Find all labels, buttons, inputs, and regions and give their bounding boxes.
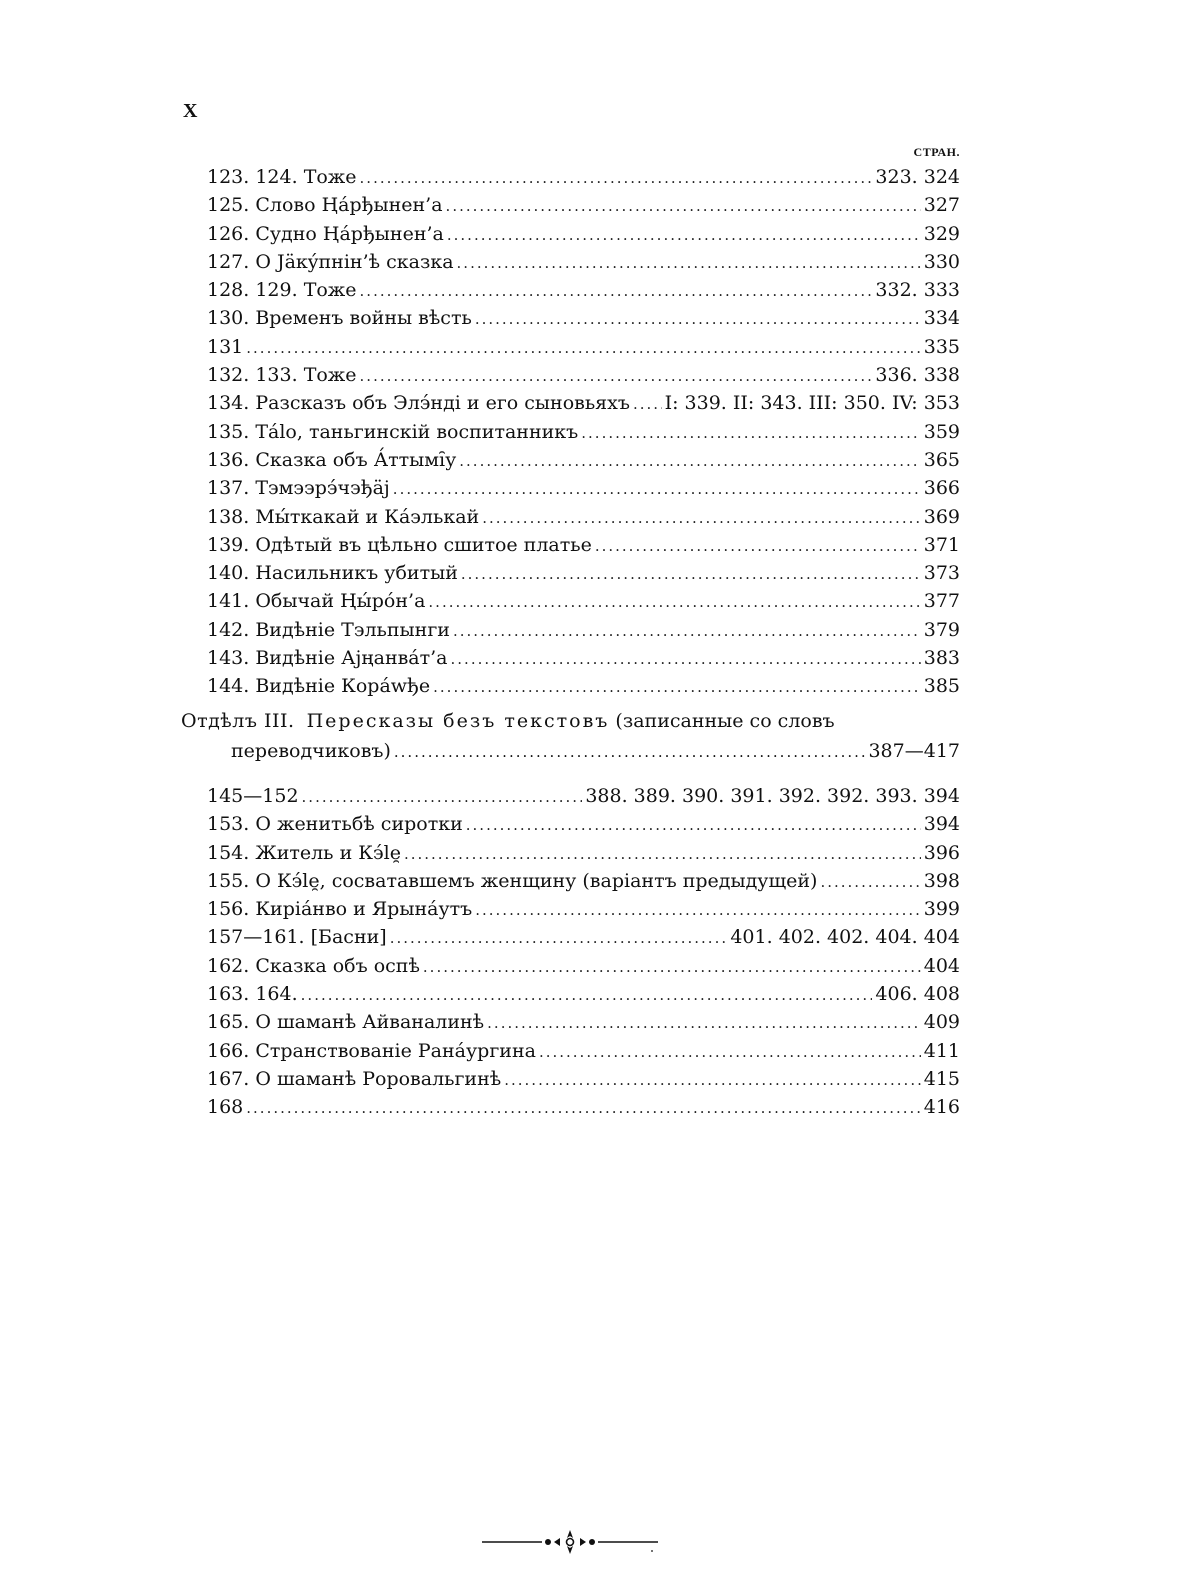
toc-entry-pages: 406. 408 [875,983,960,1006]
toc-entry-title: 132. 133. Тоже [207,364,357,387]
toc-entry-pages: 394 [923,813,960,836]
dot-leader [459,447,920,475]
toc-row [207,304,960,332]
dot-leader [394,737,866,767]
toc-row [207,446,960,474]
dot-leader [457,249,921,277]
toc-entry-pages: 329 [923,222,960,245]
toc-entry-title: 143. Видѣніе Ајңанвáт’а [207,647,448,670]
toc-row [207,1008,960,1036]
toc-row [207,163,960,191]
section-pages: 387—417 [868,740,960,762]
toc-entry-title: 154. Житель и Кэ́lе̯ [207,841,401,864]
dot-leader [302,783,583,811]
dot-leader [246,1094,920,1122]
toc-entry-pages: 398 [923,869,960,892]
toc-entry-title: 139. Одѣтый въ цѣльно сшитое платье [207,533,592,556]
toc-entry-title: 165. О шаманѣ Айваналинѣ [207,1011,485,1034]
dot-leader [581,419,920,447]
toc-entry-title: 142. Видѣніе Тэльпынги [207,618,450,641]
toc-entry-pages: 332. 333 [875,279,960,302]
dot-leader [487,1009,921,1037]
toc-entry-title: 167. О шаманѣ Роровальгинѣ [207,1067,502,1090]
dot-leader [475,896,921,924]
toc-row [207,952,960,980]
toc-entry-pages: 396 [923,841,960,864]
toc-entry-title: 136. Сказка объ А́ттымі̑у [207,448,457,471]
pages-column-header: СТРАН. [913,145,960,159]
dot-leader [393,475,921,503]
toc-entry-pages: 330 [923,250,960,273]
dot-leader [475,305,921,333]
toc-row [207,839,960,867]
toc-row [207,867,960,895]
toc-entry-title: 155. О Кэ́lе̯, сосватавшемъ женщину (варіантъ предыдущей) [207,869,818,892]
dot-leader [451,645,921,673]
toc-entry-title: 130. Временъ войны вѣсть [207,307,472,330]
toc-entry-title: 131 [207,335,244,358]
toc-entry-pages: 388. 389. 390. 391. 392. 392. 393. 394 [585,785,960,807]
toc-entry-pages: 334 [923,307,960,330]
toc-row [207,672,960,700]
dot-leader [539,1038,921,1066]
toc-entry-pages: 327 [923,194,960,217]
toc-entry-title: 135. Тálo, таньгинскій воспитанникъ [207,420,579,443]
dot-leader [428,588,920,616]
dot-leader [482,504,921,532]
section-label: Отдѣлъ III. [181,710,295,732]
toc-entry-title: 168 [207,1096,244,1119]
toc-row [207,389,960,417]
toc-entry-title: 163. 164. [207,983,298,1006]
toc-entry-title: 145—152 [207,785,299,807]
dot-leader [360,277,873,305]
section-title-continuation: переводчиковъ) [231,740,391,762]
toc-row [207,810,960,838]
toc-row [207,418,960,446]
toc-entry-title: 127. О Jäкýпнін’ѣ сказка [207,250,454,273]
toc-row [207,587,960,615]
toc-entry-pages: 416 [923,1096,960,1119]
dot-leader [360,362,873,390]
toc-row [207,980,960,1008]
toc-entry-pages: 399 [923,898,960,921]
toc-row [207,531,960,559]
section-title-line2 [231,736,960,766]
dot-leader [246,334,920,362]
toc-entry-title: 141. Обычай Ңы́рóн’а [207,590,426,613]
section-title: Пересказы безъ текстовъ [306,710,610,732]
page-number: X [183,100,198,122]
toc-row [207,923,960,951]
toc-list-part2 [207,782,960,1122]
dot-leader [453,617,921,645]
toc-entry-pages: 336. 338 [875,364,960,387]
toc-entry-title: 137. Тэмээрэ́чэђäј [207,477,390,500]
toc-row [207,644,960,672]
toc-row [207,333,960,361]
toc-row [207,276,960,304]
toc-entry-pages: 323. 324 [875,166,960,188]
toc-row [207,1065,960,1093]
toc-entry-title: 144. Видѣніе Корáwђе [207,675,431,698]
toc-entry-title: 123. 124. Тоже [207,166,357,188]
toc-row [207,474,960,502]
toc-entry-pages: 377 [923,590,960,613]
toc-row [207,1093,960,1121]
toc-entry-pages: 335 [923,335,960,358]
dot-leader [595,532,921,560]
toc-row [207,503,960,531]
dot-leader [461,560,921,588]
toc-entry-pages: 366 [923,477,960,500]
toc-entry-title: 128. 129. Тоже [207,279,357,302]
section-title-rest: (записанные со словъ [615,710,835,732]
toc-entry-title: 134. Разсказъ объ Элэ́нді и его сыновьяхъ [207,392,630,415]
section-heading [181,706,960,766]
toc-row [207,782,960,810]
dot-leader [360,164,873,192]
toc-entry-title: 156. Киріáнво и Ярынáутъ [207,898,473,921]
toc-entry-pages: 401. 402. 402. 404. 404 [730,926,960,949]
toc-entry-pages: 415 [923,1067,960,1090]
toc-entry-pages: 365 [923,448,960,471]
dot-leader [301,981,873,1009]
toc-row [207,895,960,923]
dot-leader [433,673,921,701]
toc-entry-pages: 409 [923,1011,960,1034]
toc-entry-title: 138. Мы́ткакай и Кáэлькай [207,505,480,528]
toc-entry-title: 157—161. [Басни] [207,926,387,949]
toc-list-part1 [207,163,960,701]
end-ornament-icon [480,1524,660,1560]
toc-entry-title: 166. Странствованіе Ранáургина [207,1039,536,1062]
dot-leader [466,811,921,839]
toc-row [207,559,960,587]
toc-row [207,248,960,276]
toc-entry-pages: 411 [923,1039,960,1062]
toc-entry-pages: 385 [923,675,960,698]
toc-entry-title: 153. О женитьбѣ сиротки [207,813,463,836]
toc-row [207,616,960,644]
toc-entry-pages: I: 339. II: 343. III: 350. IV: 353 [664,392,960,415]
dot-leader [390,924,728,952]
dot-leader [504,1066,921,1094]
section-title-line1 [181,706,960,736]
toc-row [207,1037,960,1065]
toc-row [207,191,960,219]
dot-leader [404,840,921,868]
toc-entry-title: 140. Насильникъ убитый [207,562,458,585]
dot-leader [820,868,920,896]
toc-row [207,361,960,389]
toc-entry-pages: 379 [923,618,960,641]
toc-entry-pages: 359 [923,420,960,443]
dot-leader [423,953,921,981]
toc-entry-title: 126. Судно Ңáрђынен’а [207,222,444,245]
toc-entry-pages: 369 [923,505,960,528]
toc-entry-pages: 404 [923,954,960,977]
toc-row [207,220,960,248]
dot-leader [446,192,921,220]
dot-leader [447,221,921,249]
toc-entry-title: 162. Сказка объ оспѣ [207,954,420,977]
toc-entry-pages: 383 [923,647,960,670]
dot-leader [633,390,662,418]
toc-entry-title: 125. Слово Ңáрђынен’а [207,194,443,217]
toc-entry-pages: 373 [923,562,960,585]
toc-entry-pages: 371 [923,533,960,556]
